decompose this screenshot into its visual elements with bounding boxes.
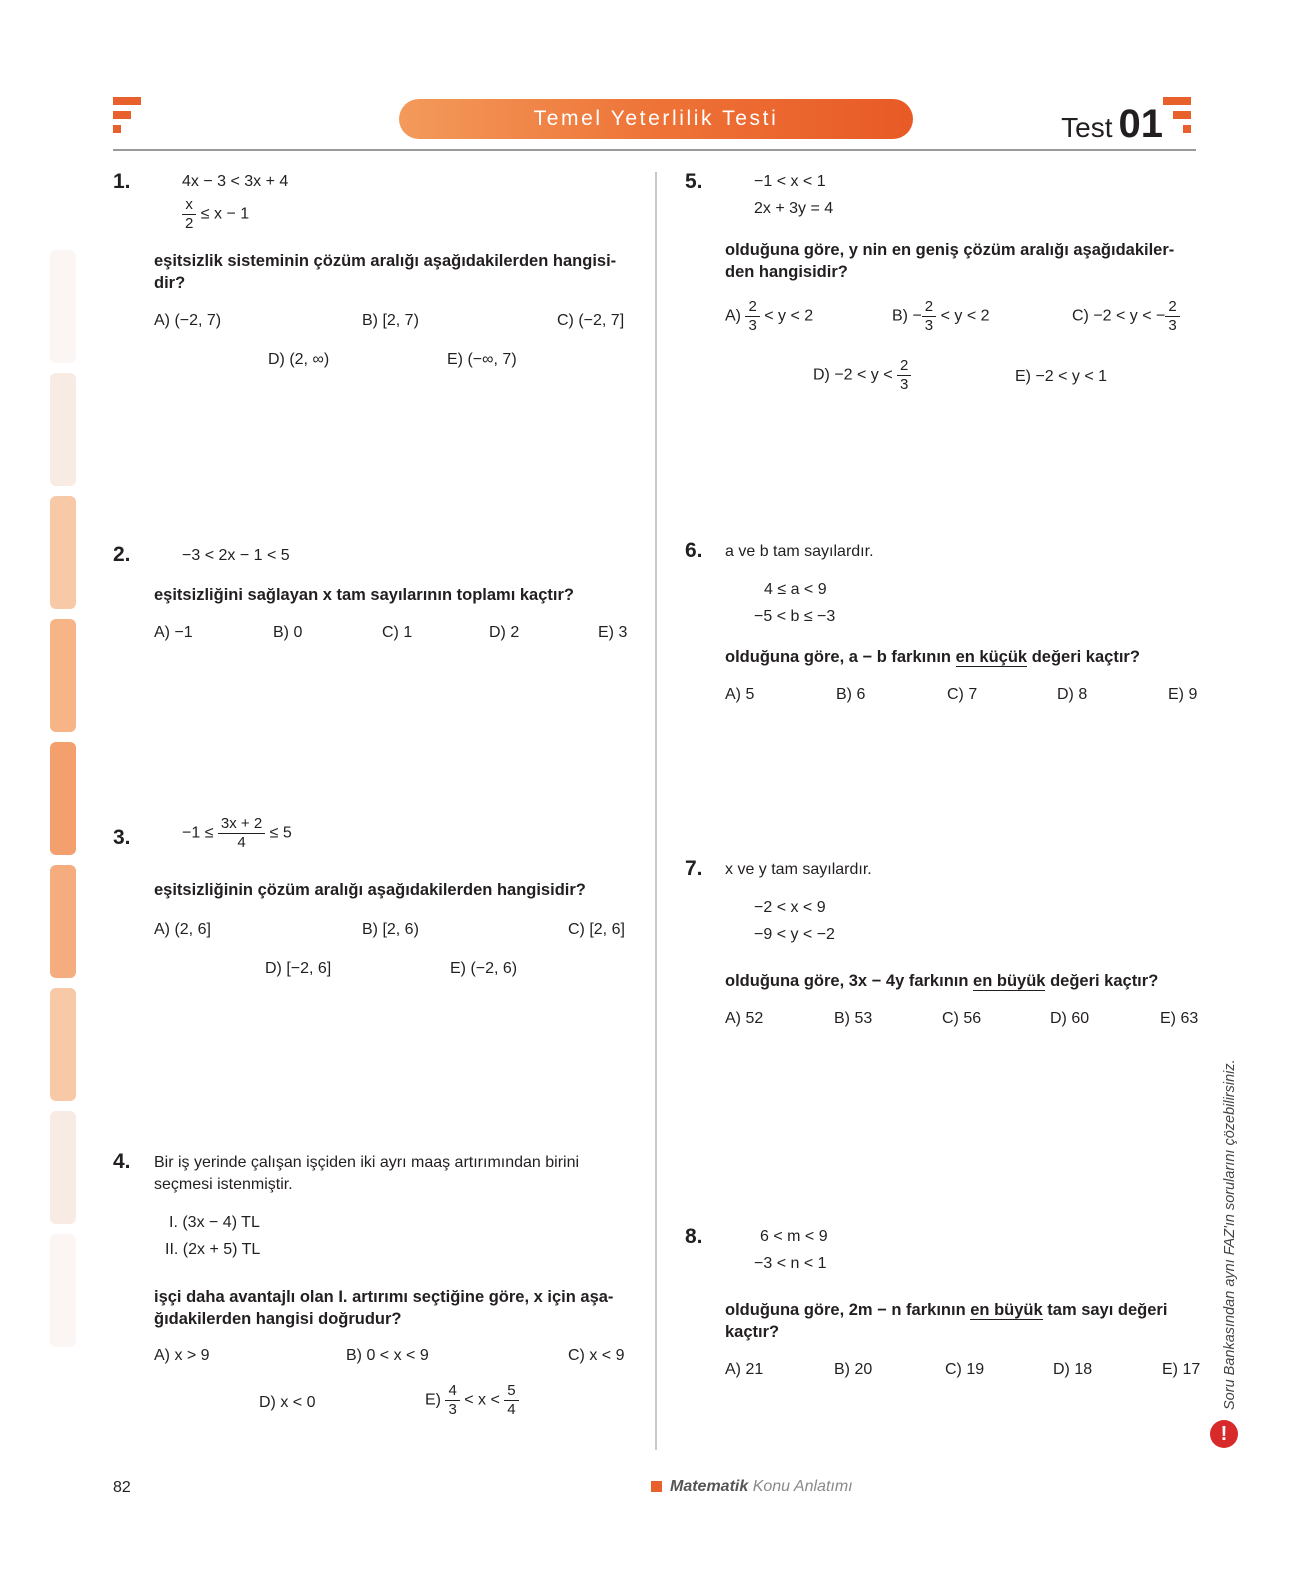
question-7-condition-2: −9 < y < −2	[754, 926, 835, 943]
question-1-option-d[interactable]: D) (2, ∞)	[268, 351, 330, 368]
question-8-stem: olduğuna göre, 2m − n farkının en büyük tam sayı değeri kaçtır?	[725, 1301, 1168, 1341]
question-6-option-a[interactable]: A) 5	[725, 686, 755, 703]
question-5-option-b[interactable]: B) − $\frac{2}{3}$ < y < 2	[892, 298, 990, 334]
question-6-option-e[interactable]: E) 9	[1168, 686, 1198, 703]
question-7-option-d[interactable]: D) 60	[1050, 1010, 1090, 1027]
question-7-stem: olduğuna göre, 3x − 4y farkının en büyük değeri kaçtır?	[725, 972, 1159, 990]
column-divider	[655, 172, 657, 1450]
question-3-stem: eşitsizliğinin çözüm aralığı aşağıdakilerden hangisidir?	[154, 881, 586, 899]
question-7-number: 7.	[685, 857, 703, 880]
side-tab-7	[50, 988, 76, 1101]
side-tab-9	[50, 1234, 76, 1347]
question-2-option-b[interactable]: B) 0	[273, 624, 303, 641]
question-6-condition-2: −5 < b ≤ −3	[754, 608, 836, 625]
question-2-option-d[interactable]: D) 2	[489, 624, 520, 641]
question-5-option-a[interactable]: A) $\frac{2}{3}$ < y < 2	[725, 298, 814, 334]
test-number: 01	[1118, 102, 1163, 146]
question-7-option-a[interactable]: A) 52	[725, 1010, 764, 1027]
question-6-option-c[interactable]: C) 7	[947, 686, 978, 703]
question-1-stem: eşitsizlik sisteminin çözüm aralığı aşağıdakilerden hangisi-dir?	[154, 252, 617, 292]
question-3-number: 3.	[113, 826, 131, 849]
question-4-intro: Bir iş yerinde çalışan işçiden iki ayrı maaş artırımından birini seçmesi istenmiştir.	[154, 1154, 580, 1193]
question-7-condition-1: −2 < x < 9	[754, 899, 826, 916]
side-tab-1	[50, 250, 76, 363]
question-4-option-b[interactable]: B) 0 < x < 9	[346, 1347, 429, 1364]
question-2-option-a[interactable]: A) −1	[154, 624, 193, 641]
exclamation-icon: !	[1210, 1420, 1238, 1448]
question-4-option-e[interactable]: E) $\frac{4}{3}$ < x < $\frac{5}{4}$	[425, 1382, 519, 1419]
page-number: 82	[113, 1479, 131, 1496]
question-1-inequality-2: $\frac{x}{2}$ ≤ x − 1	[182, 196, 249, 233]
question-3-option-c[interactable]: C) [2, 6]	[568, 921, 625, 938]
footer-subject: Matematik	[670, 1478, 749, 1495]
question-7-intro: x ve y tam sayılardır.	[725, 861, 872, 878]
question-8-number: 8.	[685, 1225, 703, 1248]
publisher-logo-left	[113, 97, 143, 137]
question-1-option-b[interactable]: B) [2, 7)	[362, 312, 419, 329]
question-1-option-e[interactable]: E) (−∞, 7)	[447, 351, 517, 368]
question-6-condition-1: 4 ≤ a < 9	[764, 581, 827, 598]
question-5-stem: olduğuna göre, y nin en geniş çözüm aralığı aşağıdakiler-den hangisidir?	[725, 241, 1175, 281]
question-4-option-a[interactable]: A) x > 9	[154, 1347, 210, 1364]
question-8-option-a[interactable]: A) 21	[725, 1361, 764, 1378]
question-6-option-b[interactable]: B) 6	[836, 686, 866, 703]
question-6-number: 6.	[685, 539, 703, 562]
test-number-label	[1061, 102, 1163, 147]
question-2-option-c[interactable]: C) 1	[382, 624, 413, 641]
question-5-condition-1: −1 < x < 1	[754, 173, 826, 190]
footer-book-title	[651, 1478, 853, 1496]
question-4-number: 4.	[113, 1150, 131, 1173]
question-7-option-b[interactable]: B) 53	[834, 1010, 873, 1027]
question-5-option-d[interactable]: D) −2 < y < $\frac{2}{3}$	[813, 357, 911, 394]
question-3-option-b[interactable]: B) [2, 6)	[362, 921, 419, 938]
question-8-option-d[interactable]: D) 18	[1053, 1361, 1093, 1378]
side-tab-4	[50, 619, 76, 732]
question-4-stem: işçi daha avantajlı olan I. artırımı seçtiğine göre, x için aşa-ğıdakilerden hangisi doğrudur?	[154, 1288, 614, 1328]
question-5-option-e[interactable]: E) −2 < y < 1	[1015, 368, 1108, 385]
side-tab-5	[50, 742, 76, 855]
question-2-number: 2.	[113, 543, 131, 566]
question-3-inequality: −1 ≤ $\frac{3x + 2}{4}$ ≤ 5	[182, 815, 292, 851]
side-tab-6	[50, 865, 76, 978]
test-title-banner: Temel Yeterlilik Testi	[399, 99, 913, 139]
question-8-condition-1: 6 < m < 9	[760, 1228, 828, 1245]
side-tab-3	[50, 496, 76, 609]
question-8-option-b[interactable]: B) 20	[834, 1361, 873, 1378]
question-3-option-e[interactable]: E) (−2, 6)	[450, 960, 518, 977]
question-1-option-a[interactable]: A) (−2, 7)	[154, 312, 222, 329]
question-8-option-e[interactable]: E) 17	[1162, 1361, 1201, 1378]
question-5-number: 5.	[685, 170, 703, 193]
question-1-inequality-1: 4x − 3 < 3x + 4	[182, 173, 289, 190]
question-5-option-c[interactable]: C) −2 < y < − $\frac{2}{3}$	[1072, 298, 1180, 335]
question-2-inequality: −3 < 2x − 1 < 5	[182, 547, 290, 564]
question-3-option-d[interactable]: D) [−2, 6]	[265, 960, 332, 977]
question-2-stem: eşitsizliğini sağlayan x tam sayılarının toplamı kaçtır?	[154, 586, 574, 604]
side-note: Soru Bankasından aynı FAZ'ın sorularını çözebilirsiniz.	[1222, 1059, 1238, 1410]
question-4-item-1: I. (3x − 4) TL	[169, 1214, 260, 1231]
question-1-option-c[interactable]: C) (−2, 7]	[557, 312, 625, 329]
test-word: Test	[1061, 112, 1113, 143]
question-8-condition-2: −3 < n < 1	[754, 1255, 827, 1272]
question-3-option-a[interactable]: A) (2, 6]	[154, 921, 211, 938]
question-6-stem: olduğuna göre, a − b farkının en küçük değeri kaçtır?	[725, 648, 1140, 666]
footer-subtitle: Konu Anlatımı	[752, 1478, 853, 1495]
publisher-logo-right	[1163, 97, 1193, 137]
question-5-condition-2: 2x + 3y = 4	[754, 200, 834, 217]
question-8-option-c[interactable]: C) 19	[945, 1361, 985, 1378]
question-7-option-e[interactable]: E) 63	[1160, 1010, 1199, 1027]
question-7-option-c[interactable]: C) 56	[942, 1010, 982, 1027]
footer-square-icon	[651, 1481, 662, 1492]
question-6-intro: a ve b tam sayılardır.	[725, 543, 874, 560]
question-2-option-e[interactable]: E) 3	[598, 624, 628, 641]
side-tab-2	[50, 373, 76, 486]
question-6-option-d[interactable]: D) 8	[1057, 686, 1088, 703]
question-1-number: 1.	[113, 170, 131, 193]
question-4-item-2: II. (2x + 5) TL	[165, 1241, 261, 1258]
header-divider	[113, 149, 1196, 151]
side-tab-8	[50, 1111, 76, 1224]
question-4-option-c[interactable]: C) x < 9	[568, 1347, 625, 1364]
question-4-option-d[interactable]: D) x < 0	[259, 1394, 316, 1411]
